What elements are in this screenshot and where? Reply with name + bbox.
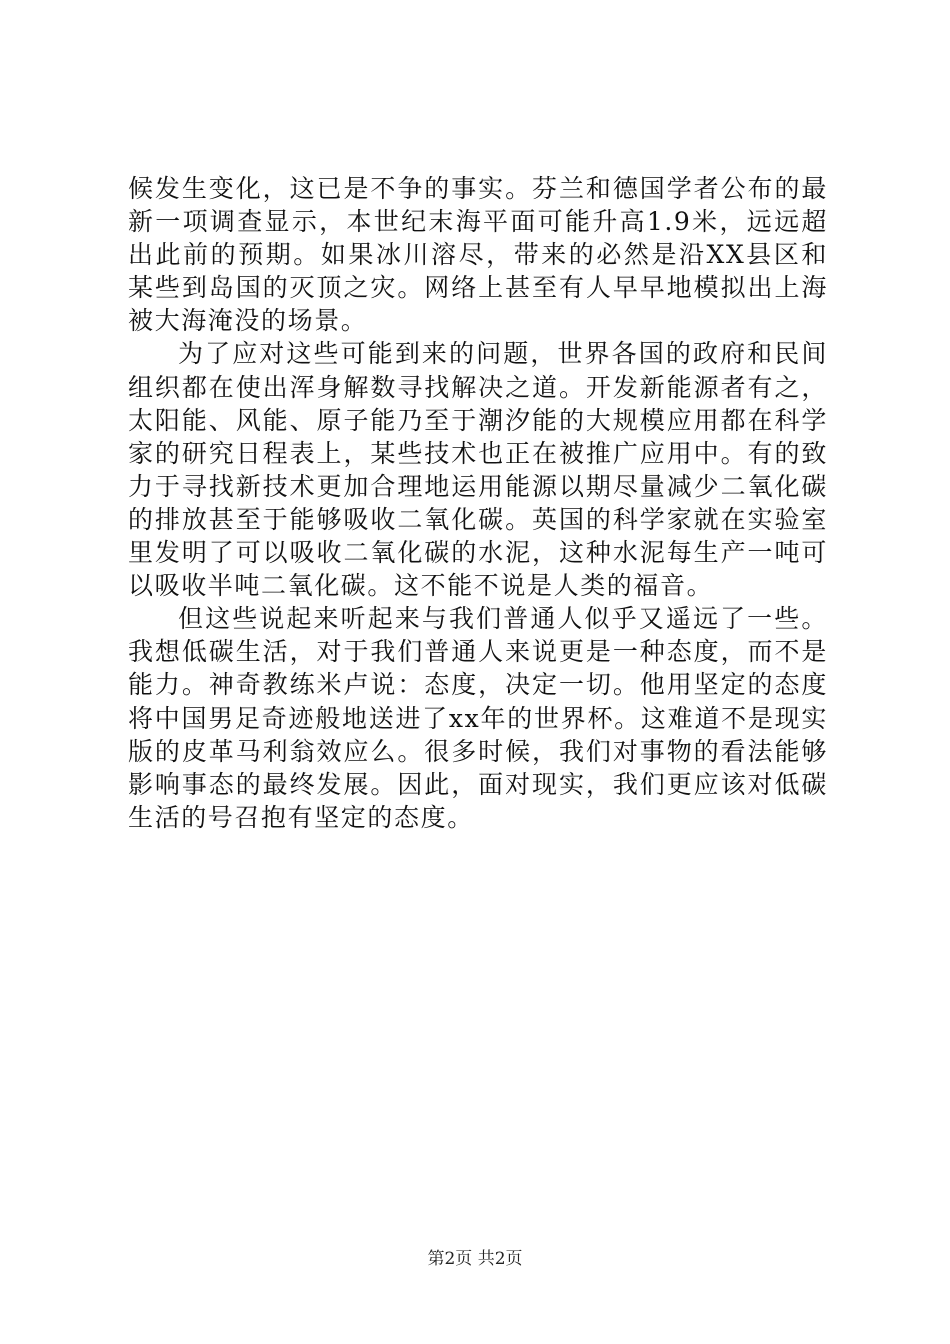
paragraph-1: 候发生变化，这已是不争的事实。芬兰和德国学者公布的最新一项调查显示，本世纪末海平面可能升高1.9米，远远超出此前的预期。如果冰川溶尽，带来的必然是沿XX县区和某些到岛国的灭顶之灾。网络上甚至有人早早地模拟出上海被大海淹没的场景。 [128,174,828,336]
paragraph-3: 但这些说起来听起来与我们普通人似乎又遥远了一些。我想低碳生活，对于我们普通人来说更是一种态度，而不是能力。神奇教练米卢说：态度，决定一切。他用坚定的态度将中国男足奇迹般地送进了xx年的世界杯。这难道不是现实版的皮革马利翁效应么。很多时候，我们对事物的看法能够影响事态的最终发展。因此，面对现实，我们更应该对低碳生活的号召抱有坚定的态度。 [128,604,828,832]
paragraph-2: 为了应对这些可能到来的问题，世界各国的政府和民间组织都在使出浑身解数寻找解决之道。开发新能源者有之，太阳能、风能、原子能乃至于潮汐能的大规模应用都在科学家的研究日程表上，某些技术也正在被推广应用中。有的致力于寻找新技术更加合理地运用能源以期尽量减少二氧化碳的排放甚至于能够吸收二氧化碳。英国的科学家就在实验室里发明了可以吸收二氧化碳的水泥，这种水泥每生产一吨可以吸收半吨二氧化碳。这不能不说是人类的福音。 [128,339,828,601]
document-body [128,172,828,834]
page-footer: 第2页 共2页 [427,1249,523,1269]
